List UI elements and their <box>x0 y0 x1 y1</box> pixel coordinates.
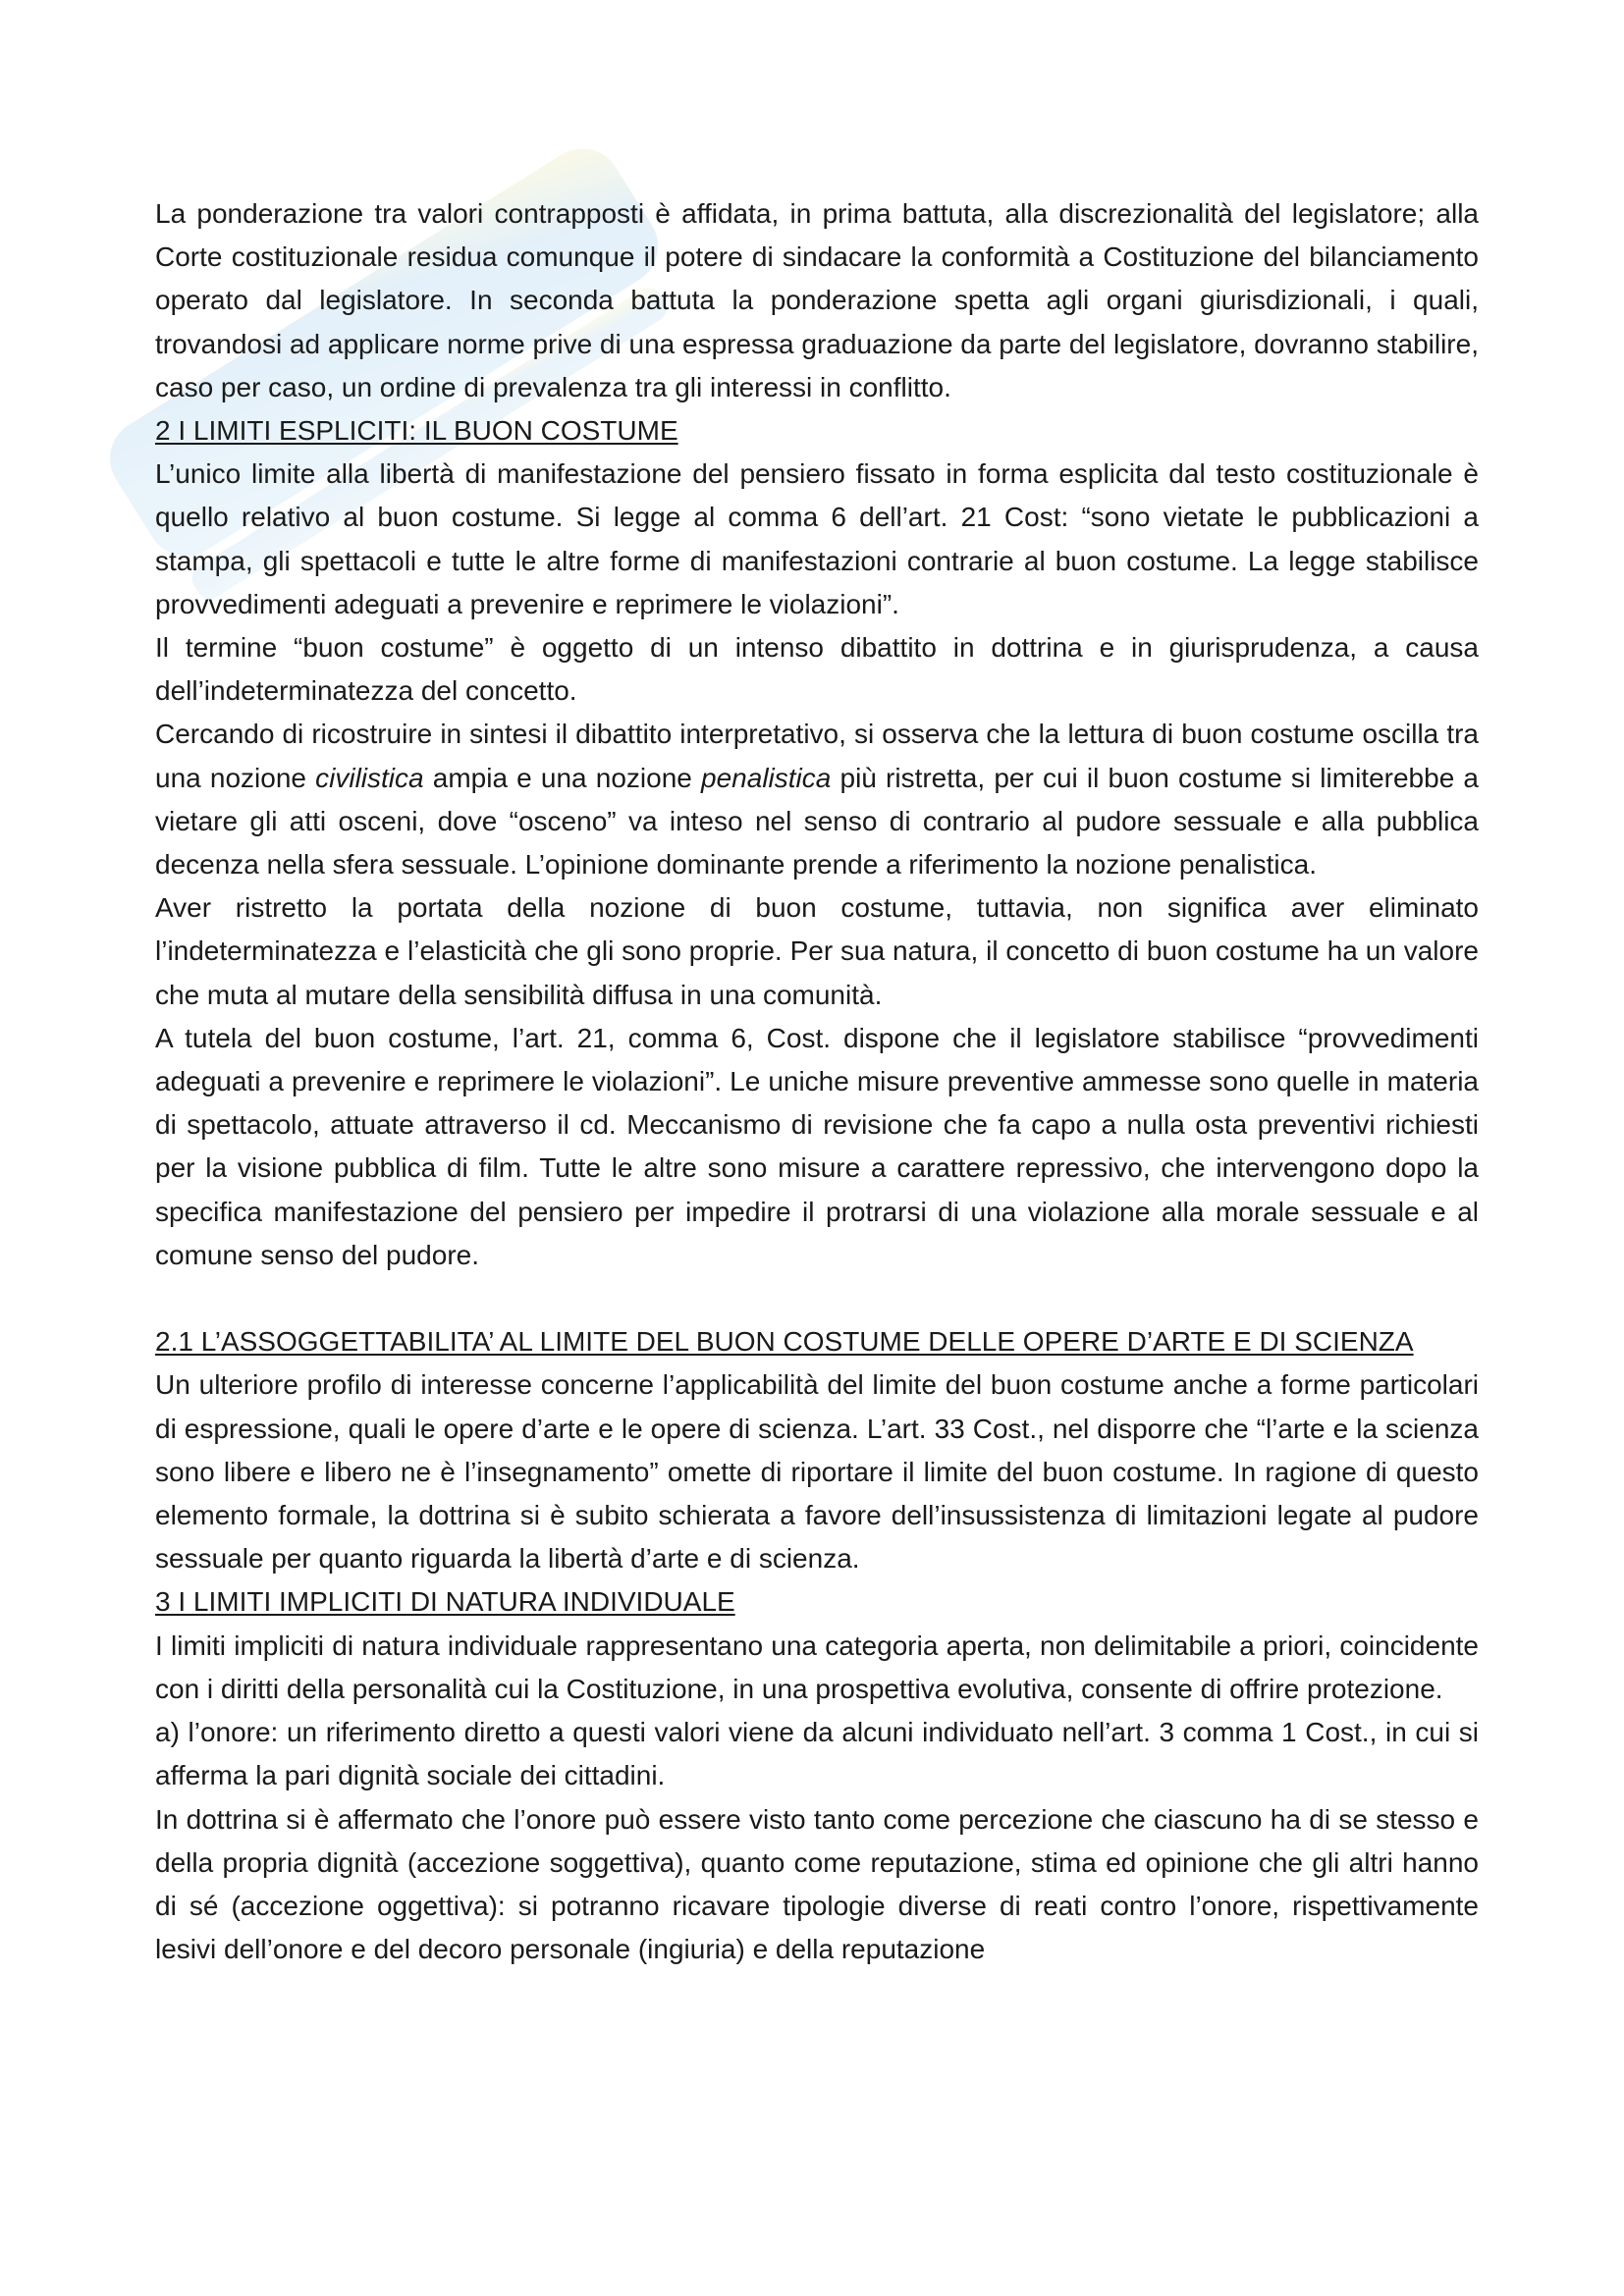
section-heading: 2 I LIMITI ESPLICITI: IL BUON COSTUME <box>155 415 678 447</box>
text-run: ampia e una nozione <box>423 762 702 793</box>
section-heading: 3 I LIMITI IMPLICITI DI NATURA INDIVIDUALE <box>155 1586 735 1618</box>
italic-term: penalistica <box>701 762 832 793</box>
document-body <box>155 192 1479 1971</box>
paragraph: a) l’onore: un riferimento diretto a questi valori viene da alcuni individuato nell’art. 3 comma 1 Cost., in cui si afferma la pari dignità sociale dei cittadini. <box>155 1717 1479 1791</box>
paragraph: L’unico limite alla libertà di manifestazione del pensiero fissato in forma esplicita dal testo costituzionale è quello relativo al buon costume. Si legge al comma 6 dell’art. 21 Cost: “sono vietate le pubblicazioni a stampa, gli spettacoli e tutte le altre forme di manifestazioni contrarie al buon costume. La legge stabilisce provvedimenti adeguati a prevenire e reprimere le violazioni”. <box>155 458 1479 619</box>
text-run: Cercando di ricostruire in sintesi il dibattito interpretativo, si osserva che la lettura di buon costume oscilla tra una nozione <box>155 719 1479 793</box>
italic-term: civilistica <box>315 762 424 793</box>
section-heading: 2.1 L’ASSOGGETTABILITA’ AL LIMITE DEL BUON COSTUME DELLE OPERE D’ARTE E DI SCIENZA <box>155 1326 1414 1358</box>
paragraph <box>155 713 1479 886</box>
paragraph: In dottrina si è affermato che l’onore può essere visto tanto come percezione che ciascuno ha di se stesso e della propria dignità (accezione soggettiva), quanto come reputazione, stima ed opinione che gli altri hanno di sé (accezione oggettiva): si potranno ricavare tipologie diverse di reati contro l’onore, rispettivamente lesivi dell’onore e del decoro personale (ingiuria) e della reputazione <box>155 1803 1479 1965</box>
paragraph: Un ulteriore profilo di interesse concerne l’applicabilità del limite del buon costume anche a forme particolari di espressione, quali le opere d’arte e le opere di scienza. L’art. 33 Cost., nel disporre che “l’arte e la scienza sono libere e libero ne è l’insegnamento” omette di riportare il limite del buon costume. In ragione di questo elemento formale, la dottrina si è subito schierata a favore dell’insussistenza di limitazioni legate al pudore sessuale per quanto riguarda la libertà d’arte e di scienza. <box>155 1369 1479 1575</box>
paragraph: Aver ristretto la portata della nozione di buon costume, tuttavia, non significa aver eliminato l’indeterminatezza e l’elasticità che gli sono proprie. Per sua natura, il concetto di buon costume ha un valore che muta al mutare della sensibilità diffusa in una comunità. <box>155 892 1479 1010</box>
text-run: più ristretta, per cui il buon costume si limiterebbe a vietare gli atti osceni, dove “osceno” va inteso nel senso di contrario al pudore sessuale e alla pubblica decenza nella sfera sessuale. L’opinione dominante prende a riferimento la nozione penalistica. <box>155 762 1479 881</box>
paragraph: La ponderazione tra valori contrapposti è affidata, in prima battuta, alla discrezionalità del legislatore; alla Corte costituzionale residua comunque il potere di sindacare la conformità a Costituzione del bilanciamento operato dal legislatore. In seconda battuta la ponderazione spetta agli organi giurisdizionali, i quali, trovandosi ad applicare norme prive di una espressa graduazione da parte del legislatore, dovranno stabilire, caso per caso, un ordine di prevalenza tra gli interessi in conflitto. <box>155 198 1479 402</box>
paragraph: Il termine “buon costume” è oggetto di un intenso dibattito in dottrina e in giurisprudenza, a causa dell’indeterminatezza del concetto. <box>155 632 1479 707</box>
paragraph: A tutela del buon costume, l’art. 21, comma 6, Cost. dispone che il legislatore stabilisce “provvedimenti adeguati a prevenire e reprimere le violazioni”. Le uniche misure preventive ammesse sono quelle in materia di spettacolo, attuate attraverso il cd. Meccanismo di revisione che fa capo a nulla osta preventivi richiesti per la visione pubblica di film. Tutte le altre sono misure a carattere repressivo, che intervengono dopo la specifica manifestazione del pensiero per impedire il protrarsi di una violazione alla morale sessuale e al comune senso del pudore. <box>155 1022 1479 1270</box>
blank-line <box>155 1277 1479 1320</box>
paragraph: I limiti impliciti di natura individuale rappresentano una categoria aperta, non delimitabile a priori, coincidente con i diritti della personalità cui la Costituzione, in una prospettiva evolutiva, consente di offrire protezione. <box>155 1629 1479 1704</box>
